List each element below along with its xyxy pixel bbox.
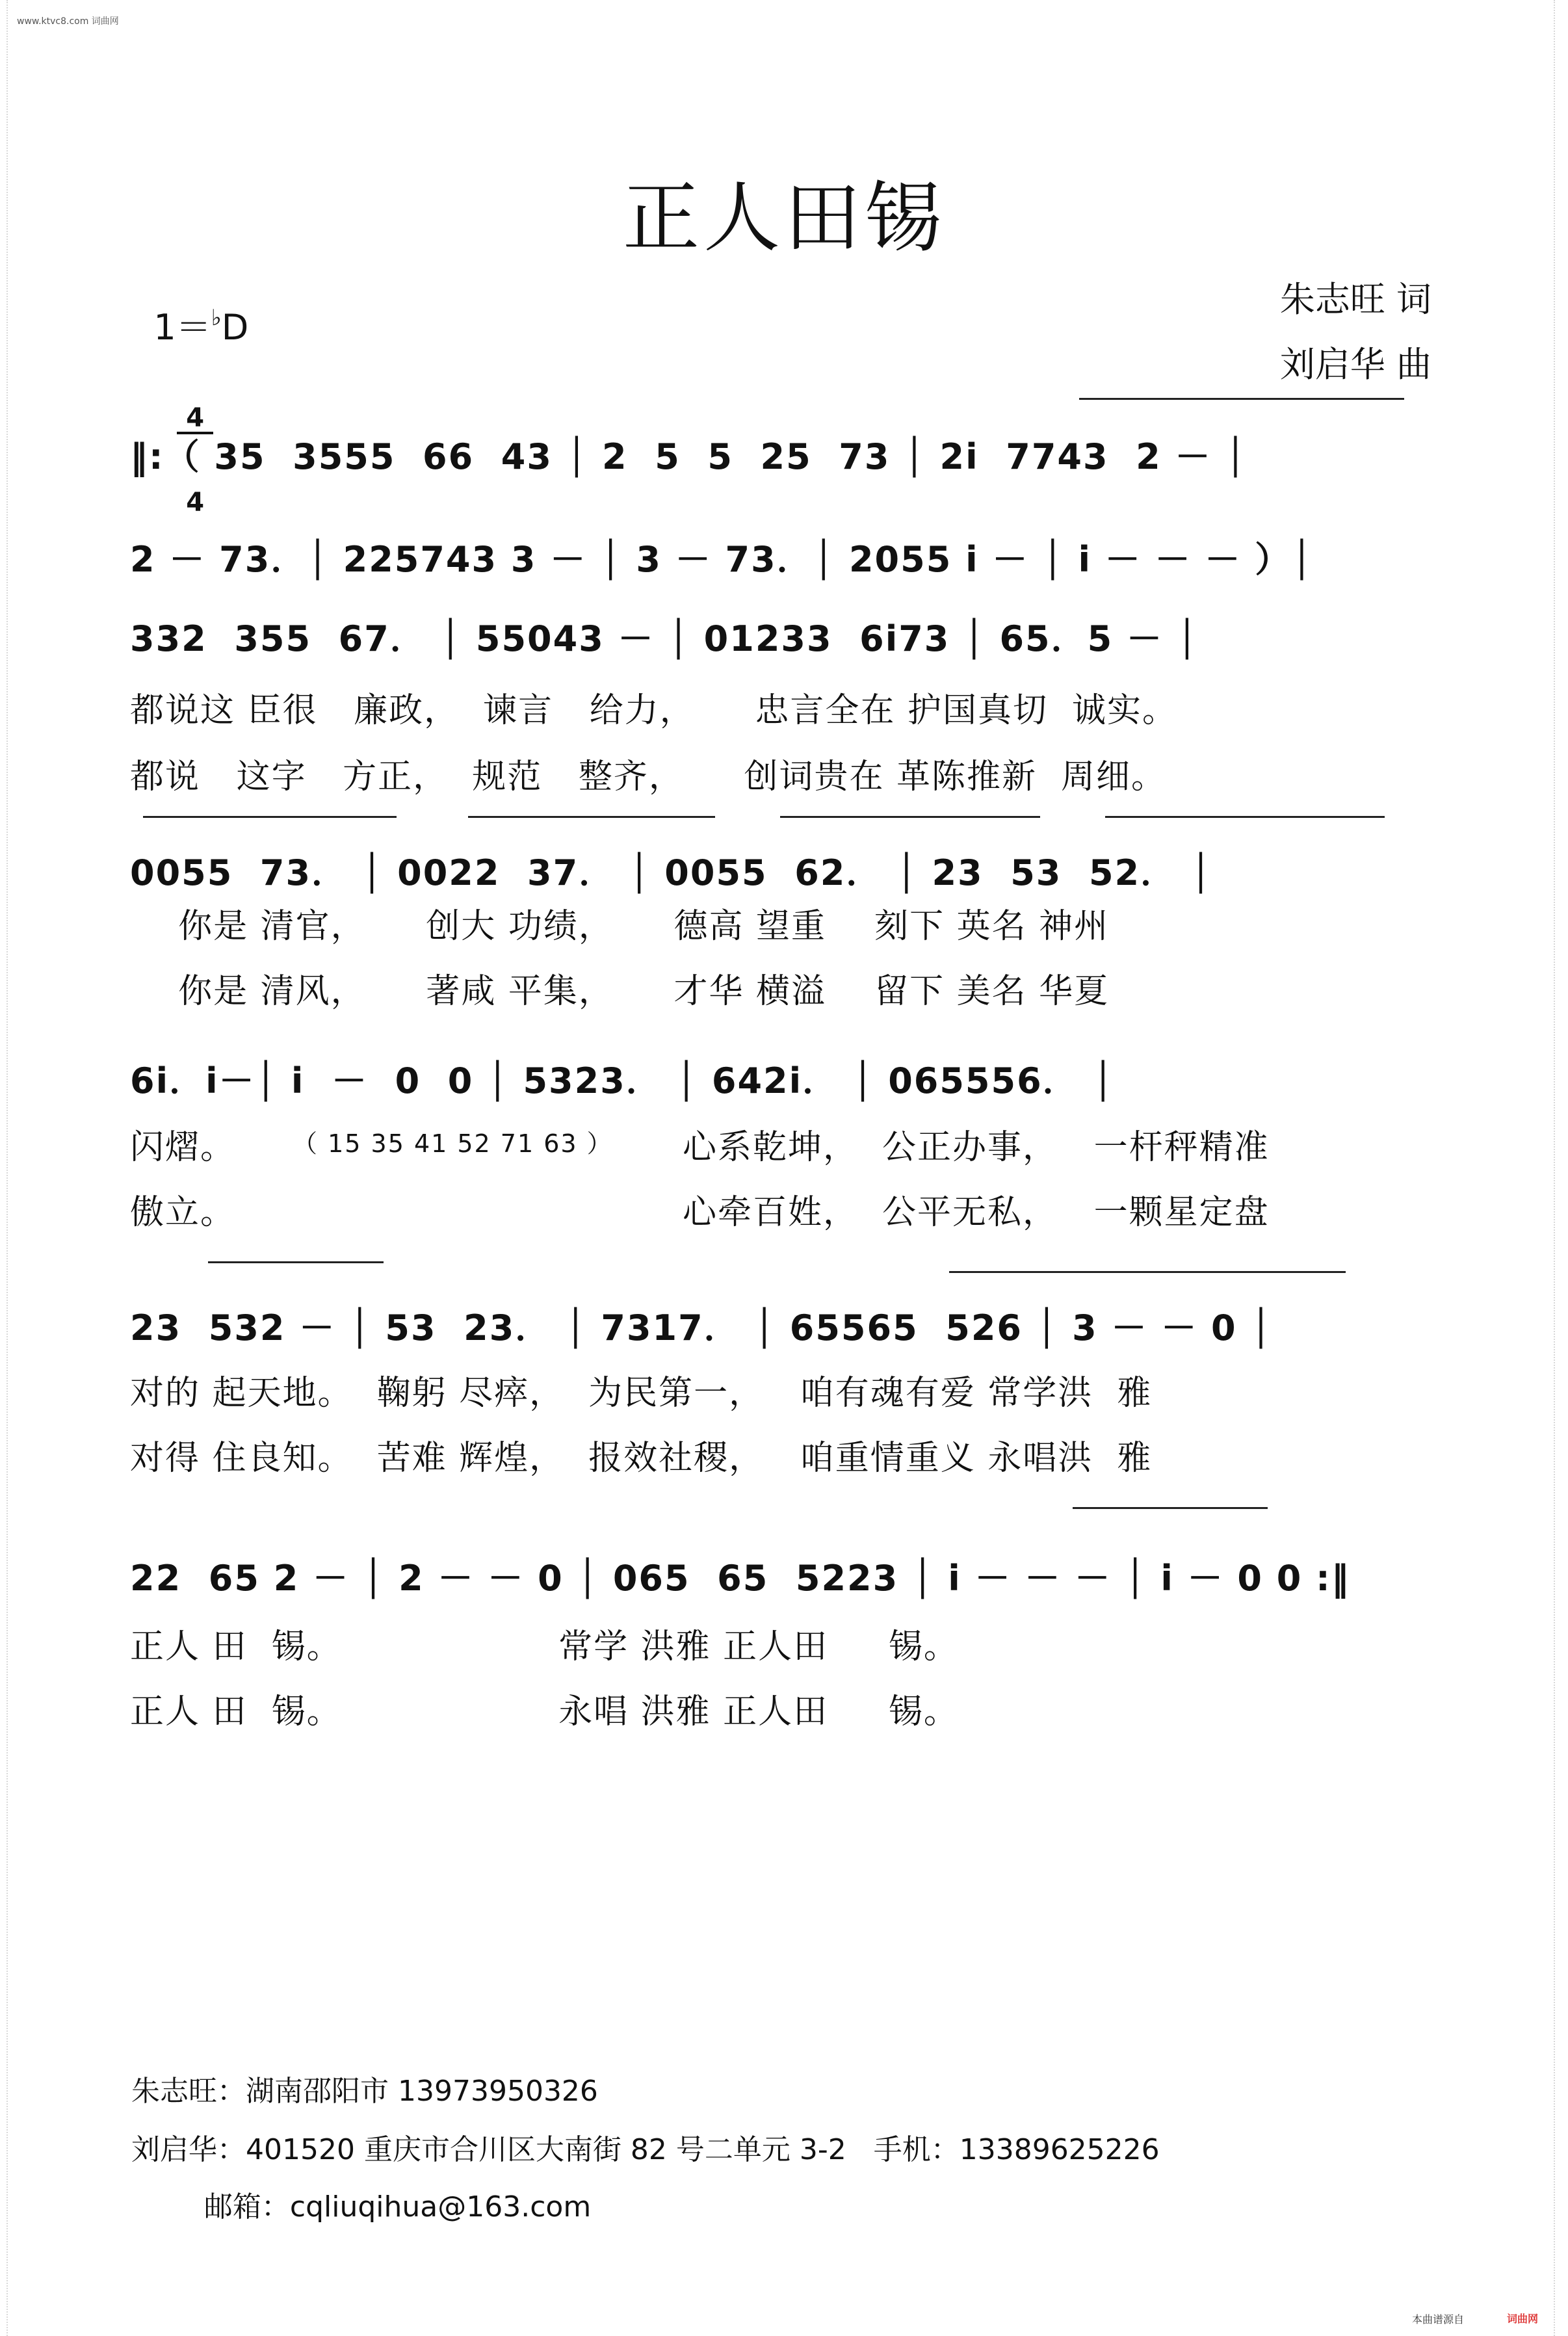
lyric-verse-1: 你是 清官， 创大 功绩， 德高 望重 刻下 英名 神州 xyxy=(130,907,1110,946)
lyric-verse-1: 闪熠。 xyxy=(130,1128,236,1167)
hairpin-mark xyxy=(1105,816,1385,818)
right-dotted-border xyxy=(1554,0,1561,2336)
lyric-verse-2: 都说 这字 方正， 规范 整齐， 创词贵在 革陈推新 周细。 xyxy=(130,757,1167,796)
score-line-6: 23 532 － │ 53 23． │ 7317． │ 65565 526 │ 3 － － 0 │ xyxy=(130,1307,1273,1348)
score-line-5: 6i．i－│ i － 0 0 │ 5323． │ 642i． │ 065556． │ xyxy=(130,1060,1115,1101)
flat-sign: ♭ xyxy=(211,305,222,331)
site-label: www.ktvc8.com 词曲网 xyxy=(17,16,119,27)
key-prefix: 1＝ xyxy=(153,307,211,348)
lyric-verse-2-cont: 心牵百姓， 公平无私， 一颗星定盘 xyxy=(683,1193,1270,1232)
hairpin-mark xyxy=(1079,398,1404,400)
key-signature xyxy=(131,259,248,571)
lyric-verse-1: 都说这 臣很 廉政， 谏言 给力， 忠言全在 护国真切 诚实。 xyxy=(130,691,1177,730)
left-dotted-border xyxy=(7,0,14,2336)
contact-lyricist: 朱志旺：湖南邵阳市 13973950326 xyxy=(131,2075,598,2108)
key-note: D xyxy=(221,307,249,348)
hairpin-mark xyxy=(1073,1507,1268,1509)
score-line-4: 0055 73． │ 0022 37． │ 0055 62． │ 23 53 52． │ xyxy=(130,852,1213,893)
lyric-verse-1: 正人 田 锡。 常学 洪雅 正人田 锡。 xyxy=(130,1627,959,1666)
score-line-1: ‖:（ 35 3555 66 43 │ 2 5 5 25 73 │ 2i 7743 2 － │ xyxy=(130,436,1248,477)
hairpin-mark xyxy=(780,816,1040,818)
contact-composer: 刘启华：401520 重庆市合川区大南街 82 号二单元 3-2 手机：13389625226 xyxy=(131,2133,1160,2166)
hairpin-mark xyxy=(468,816,715,818)
meter-top: 4 xyxy=(177,404,213,434)
contact-email: 邮箱：cqliuqihua@163.com xyxy=(131,2190,592,2224)
lyric-verse-1: 对的 起天地。 鞠躬 尽瘁， 为民第一， 咱有魂有爱 常学洪 雅 xyxy=(130,1374,1153,1413)
interlude-notes: （ 15 35 41 52 71 63 ） xyxy=(293,1129,613,1158)
score-line-7: 22 65 2 － │ 2 － － 0 │ 065 65 5223 │ i － － － │ i － 0 0 :‖ xyxy=(130,1558,1350,1599)
footer-source: 本曲谱源自 xyxy=(1412,2313,1465,2326)
lyric-verse-1-cont: 心系乾坤， 公正办事， 一杆秤精准 xyxy=(683,1128,1270,1167)
score-line-3: 332 355 67． │ 55043 － │ 01233 6i73 │ 65．5 － │ xyxy=(130,618,1199,659)
meter-bottom: 4 xyxy=(186,488,205,518)
lyric-verse-2: 正人 田 锡。 永唱 洪雅 正人田 锡。 xyxy=(130,1692,959,1731)
lyric-verse-2: 对得 住良知。 苦难 辉煌， 报效社稷， 咱重情重义 永唱洪 雅 xyxy=(130,1439,1153,1478)
hairpin-mark xyxy=(949,1271,1346,1273)
lyric-verse-2: 傲立。 xyxy=(130,1193,236,1232)
footer-brand: 词曲网 xyxy=(1507,2313,1539,2325)
page-title: 正人田锡 xyxy=(622,173,945,263)
hairpin-mark xyxy=(208,1261,384,1263)
score-line-2: 2 － 73．│ 225743 3 － │ 3 － 73．│ 2055 i － │ i － － － ）│ xyxy=(130,539,1314,580)
hairpin-mark xyxy=(143,816,397,818)
composer-credit: 刘启华 曲 xyxy=(1279,344,1431,385)
lyric-verse-2: 你是 清风， 著咸 平集， 才华 横溢 留下 美名 华夏 xyxy=(130,972,1110,1011)
lyricist-credit: 朱志旺 词 xyxy=(1279,279,1431,320)
